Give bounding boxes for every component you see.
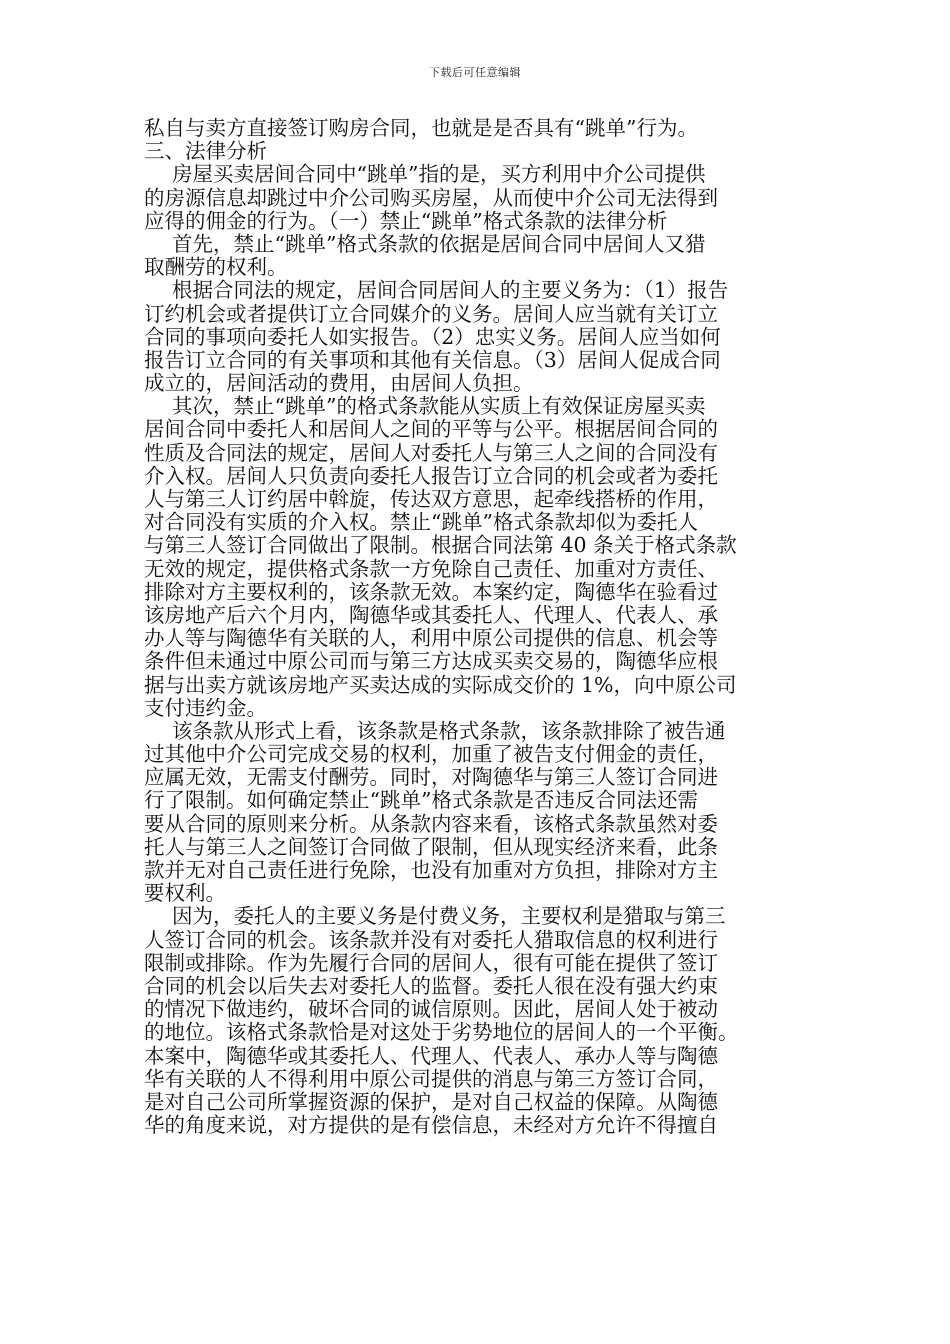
- text-line: 条件但未通过中原公司而与第三方达成买卖交易的，陶德华应根: [144, 649, 718, 674]
- document-body: [144, 117, 794, 1137]
- text-line: 该房地产后六个月内，陶德华或其委托人、代理人、代表人、承: [144, 602, 718, 627]
- text-line: 应得的佣金的行为。（一）禁止“跳单”格式条款的法律分析: [144, 208, 668, 233]
- text-line: 报告订立合同的有关事项和其他有关信息。（3）居间人促成合同: [144, 347, 721, 372]
- text-line: 房屋买卖居间合同中“跳单”指的是，买方利用中介公司提供: [172, 162, 706, 187]
- text-line: 款并无对自己责任进行免除，也没有加重对方负担，排除对方主: [144, 858, 718, 882]
- text-line: 合同的事项向委托人如实报告。（2）忠实义务。居间人应当如何: [144, 324, 721, 349]
- text-line: 行了限制。如何确定禁止“跳单”格式条款是否违反合同法还需: [144, 788, 698, 813]
- text-line: 人与第三人订约居中斡旋，传达双方意思，起牵线搭桥的作用，: [144, 487, 718, 511]
- text-line: 取酬劳的权利。: [144, 255, 288, 280]
- text-line: 华的角度来说，对方提供的是有偿信息，未经对方允许不得擅自: [144, 1113, 718, 1138]
- text-line: 应属无效，无需支付酬劳。同时，对陶德华与第三人签订合同进: [144, 765, 718, 790]
- text-line: 三、法律分析: [144, 139, 267, 164]
- text-line: 的房源信息却跳过中介公司购买房屋，从而使中介公司无法得到: [144, 185, 718, 210]
- text-line: 办人等与陶德华有关联的人，利用中原公司提供的信息、机会等: [144, 626, 718, 651]
- text-line: 介入权。居间人只负责向委托人报告订立合同的机会或者为委托: [144, 463, 718, 488]
- text-line: 的情况下做违约，破坏合同的诚信原则。因此，居间人处于被动: [144, 997, 718, 1022]
- text-line: 排除对方主要权利的，该条款无效。本案约定，陶德华在验看过: [144, 579, 718, 604]
- text-line: 的地位。该格式条款恰是对这处于劣势地位的居间人的一个平衡。: [144, 1020, 739, 1045]
- text-line: 对合同没有实质的介入权。禁止“跳单”格式条款却似为委托人: [144, 510, 698, 535]
- text-line: 是对自己公司所掌握资源的保护，是对自己权益的保障。从陶德: [144, 1089, 718, 1114]
- text-line: 华有关联的人不得利用中原公司提供的消息与第三方签订合同，: [144, 1066, 718, 1091]
- text-line: 无效的规定，提供格式条款一方免除自己责任、加重对方责任、: [144, 556, 718, 581]
- text-line: 托人与第三人之间签订合同做了限制，但从现实经济来看，此条: [144, 834, 718, 859]
- text-line: 因为，委托人的主要义务是付费义务，主要权利是猎取与第三: [172, 904, 726, 929]
- text-line: 成立的，居间活动的费用，由居间人负担。: [144, 371, 534, 396]
- text-line: 根据合同法的规定，居间合同居间人的主要义务为：（1）报告: [172, 278, 729, 303]
- text-line: 该条款从形式上看，该条款是格式条款，该条款排除了被告通: [172, 718, 726, 743]
- text-line: 限制或排除。作为先履行合同的居间人，很有可能在提供了签订: [144, 950, 718, 975]
- text-line: 要权利。: [144, 881, 226, 906]
- text-line: 与第三人签订合同做出了限制。根据合同法第 40 条关于格式条款: [144, 533, 737, 558]
- text-line: 据与出卖方就该房地产买卖达成的实际成交价的 1%，向中原公司: [144, 672, 737, 697]
- text-line: 支付违约金。: [144, 695, 267, 720]
- text-line: 首先，禁止“跳单”格式条款的依据是居间合同中居间人又猎: [172, 231, 706, 256]
- text-line: 本案中，陶德华或其委托人、代理人、代表人、承办人等与陶德: [144, 1043, 718, 1068]
- text-line: 居间合同中委托人和居间人之间的平等与公平。根据居间合同的: [144, 417, 718, 442]
- text-line: 合同的机会以后失去对委托人的监督。委托人很在没有强大约束: [144, 973, 718, 998]
- text-line: 其次，禁止“跳单”的格式条款能从实质上有效保证房屋买卖: [172, 394, 706, 419]
- text-line: 私自与卖方直接签订购房合同，也就是是否具有“跳单”行为。: [144, 116, 698, 140]
- text-line: 要从合同的原则来分析。从条款内容来看，该格式条款虽然对委: [144, 811, 718, 836]
- text-line: 订约机会或者提供订立合同媒介的义务。居间人应当就有关订立: [144, 301, 718, 326]
- text-line: 人签订合同的机会。该条款并没有对委托人猎取信息的权利进行: [144, 927, 718, 952]
- page-header: 下载后可任意编辑: [429, 66, 521, 79]
- text-line: 性质及合同法的规定，居间人对委托人与第三人之间的合同没有: [144, 440, 718, 465]
- text-line: 过其他中介公司完成交易的权利，加重了被告支付佣金的责任，: [144, 742, 718, 767]
